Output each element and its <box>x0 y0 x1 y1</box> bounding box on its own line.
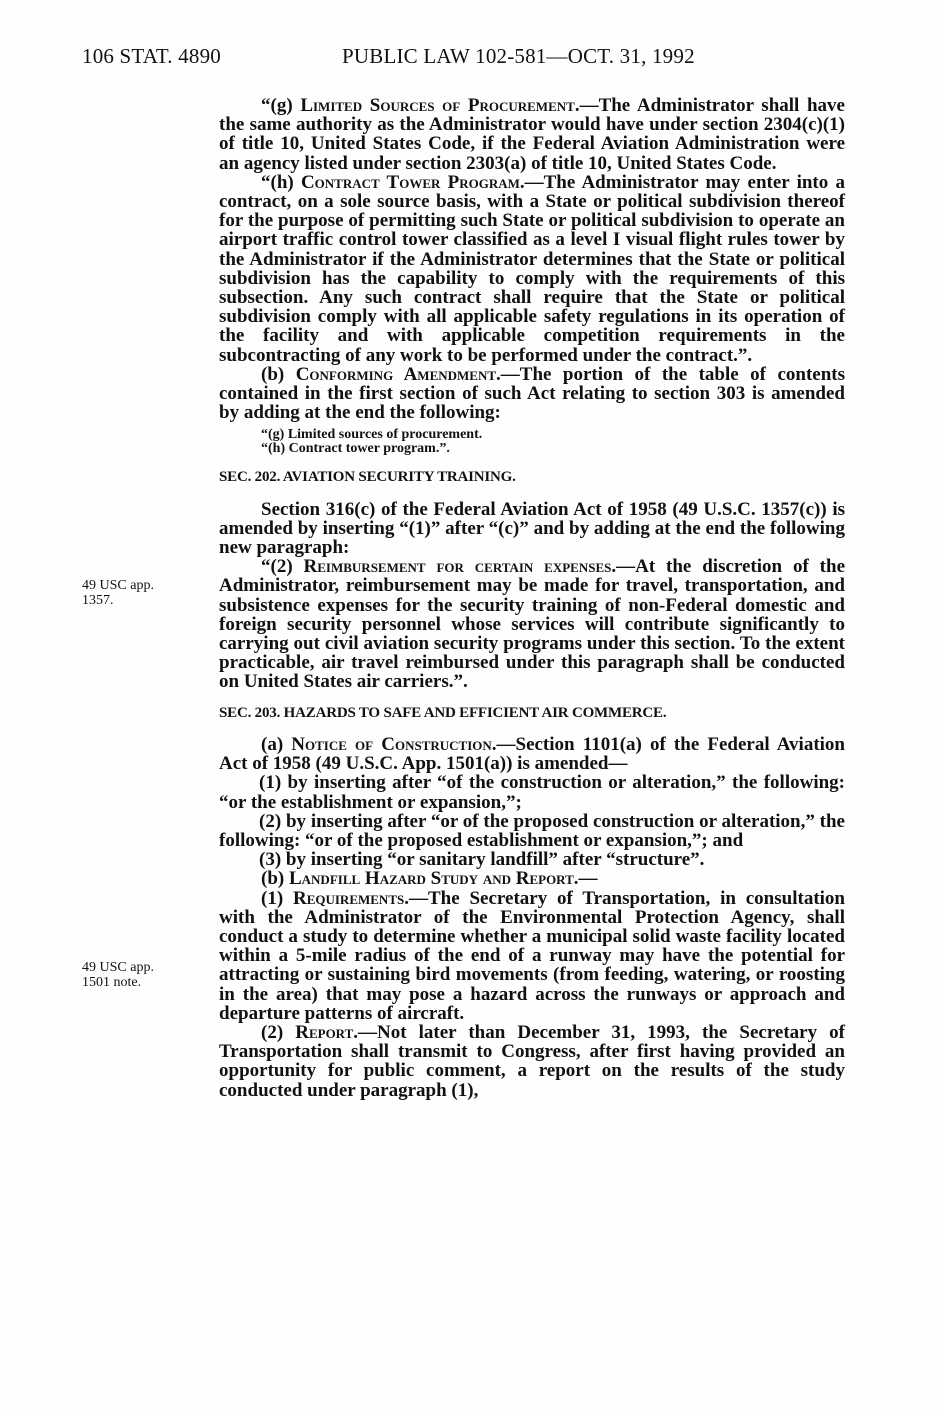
paragraph-202-2-title: Reimbursement for certain expenses <box>303 556 612 578</box>
paragraph-h-text: .—The Administrator may enter into a contract, on a sole source basis, with a State or political subdivision thereof for the purpose of permitting such State or political subdivision to operate an airport traffic control tower classified as a level I visual flight rules tower by the Administrator if the Administrator determines that the State or political subdivision has the capability to comply with the requirements of this subsection. Any such contract shall require that the State or political subdivision comply with all applicable safety regulations in its operation of the facility and with applicable competition requirements in the subcontracting of any work to be performed under the contract.”. <box>219 171 845 366</box>
public-law-title: PUBLIC LAW 102-581—OCT. 31, 1992 <box>342 44 695 68</box>
paragraph-202-2-text: .—At the discretion of the Administrator, reimbursement may be made for travel, transportation, and subsistence expenses for the security training of non-Federal domestic and foreign security personnel whose services will contribute significantly to carrying out civil aviation security programs under this section. To the extent practicable, air travel reimbursed under this paragraph shall be conducted on United States air carriers.”. <box>219 556 845 693</box>
section-202-heading: SEC. 202. AVIATION SECURITY TRAINING. <box>219 469 516 486</box>
main-text-column <box>219 96 845 1100</box>
paragraph-g-lead: “(g) <box>261 95 301 116</box>
paragraph-h-title: Contract Tower Program <box>300 171 520 193</box>
paragraph-203-b-1-title: Requirements <box>292 887 405 909</box>
paragraph-203-a-text: .—Section 1101(a) of the Federal Aviation Act of 1958 (49 U.S.C. App. 1501(a)) is amended— <box>219 733 845 775</box>
paragraph-g-title: Limited Sources of Procurement <box>300 95 575 116</box>
list-item: (1) by inserting after “of the construction or alteration,” the following: “or the establishment or expansion,”; <box>219 772 845 813</box>
paragraph-203-a-lead: (a) <box>261 733 292 755</box>
paragraph-203-b-1 <box>219 889 845 1023</box>
paragraph-203-b <box>219 869 845 888</box>
paragraph-203-b-2 <box>219 1023 845 1100</box>
list-item: (3) by inserting “or sanitary landfill” after “structure”. <box>259 849 705 871</box>
section-202-text: Section 316(c) of the Federal Aviation Act of 1958 (49 U.S.C. 1357(c)) is amended by inserting “(1)” after “(c)” and by adding at the end the following new paragraph: <box>219 498 845 559</box>
paragraph-g <box>219 96 845 173</box>
list-item: (2) by inserting after “or of the proposed construction or alteration,” the following: “or of the proposed establishment or expansion,”; and <box>219 810 845 851</box>
paragraph-g-text: .—The Administrator shall have the same authority as the Administrator would have under section 2304(c)(1) of title 10, United States Code, if the Federal Aviation Administration were an agency listed under section 2303(a) of title 10, United States Code. <box>219 95 845 174</box>
paragraph-203-b-lead: (b) <box>261 868 289 890</box>
toc-entry-g: “(g) Limited sources of procurement. <box>261 427 483 443</box>
paragraph-203-b-2-text: .—Not later than December 31, 1993, the Secretary of Transportation shall transmit to Congress, after first having provided an opportunity for public comment, a report on the results of the study conducted under paragraph (1), <box>219 1021 846 1101</box>
paragraph-202-2-lead: “(2) <box>261 556 304 578</box>
toc-entry-h: “(h) Contract tower program.”. <box>261 441 450 457</box>
paragraph-203-b-1-text: .—The Secretary of Transportation, in consultation with the Administrator of the Environmental Protection Agency, shall conduct a study to determine whether a municipal solid waste facility located within a 5-mile radius of the end of a runway may have the potential for attracting or sustaining bird movements (from feeding, watering, or roosting in the area) that may pose a hazard across the runways or approach and departure patterns of aircraft. <box>219 887 845 1024</box>
paragraph-h <box>219 173 845 365</box>
paragraph-203-b-2-lead: (2) <box>261 1021 296 1043</box>
margin-note-1357: 49 USC app. 1357. <box>82 578 154 608</box>
paragraph-b-conforming <box>219 365 845 423</box>
paragraph-203-b-title: Landfill Hazard Study and Report <box>288 868 574 890</box>
paragraph-203-b-text: .— <box>573 868 598 890</box>
paragraph-203-b-1-lead: (1) <box>261 887 293 909</box>
margin-note-1501: 49 USC app. 1501 note. <box>82 960 154 990</box>
paragraph-b-conforming-text: .—The portion of the table of contents contained in the first section of such Act relating to section 303 is amended by adding at the end the following: <box>219 363 845 424</box>
paragraph-h-lead: “(h) <box>261 171 301 193</box>
paragraph-202-2 <box>219 557 845 691</box>
section-203-heading: SEC. 203. HAZARDS TO SAFE AND EFFICIENT AIR COMMERCE. <box>219 704 667 721</box>
paragraph-203-a-title: Notice of Construction <box>291 733 492 755</box>
paragraph-203-b-2-title: Report <box>295 1021 354 1043</box>
statute-page-number: 106 STAT. 4890 <box>82 44 221 68</box>
paragraph-203-a <box>219 735 845 773</box>
page-header <box>82 44 782 76</box>
toc-insert <box>261 428 845 456</box>
paragraph-b-conforming-title: Conforming Amendment <box>295 363 497 385</box>
paragraph-b-conforming-lead: (b) <box>261 363 296 385</box>
